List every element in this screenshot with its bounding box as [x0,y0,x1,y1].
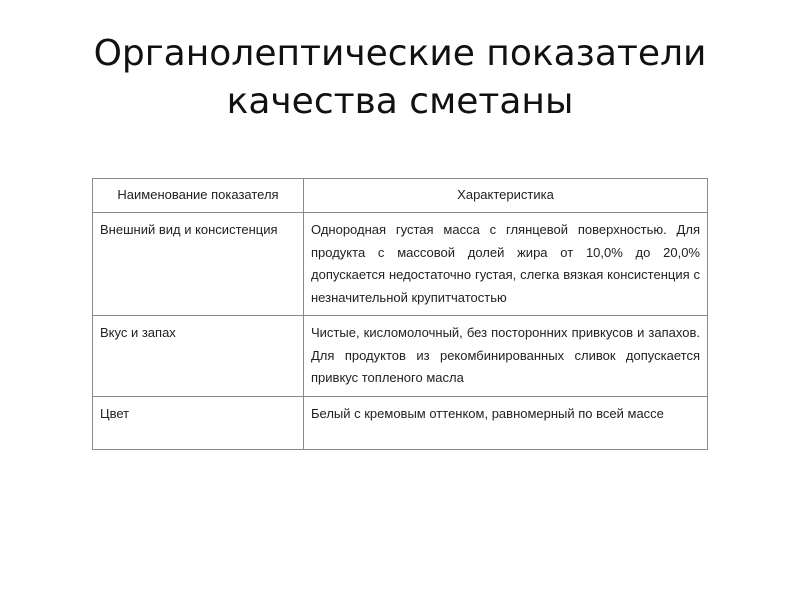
row-appearance-name: Внешний вид и консистенция [93,213,304,316]
title-line-1: Органолептические показатели [93,33,707,74]
slide-title [40,30,760,126]
row-color-description: Белый с кремовым оттенком, равномерный по всей массе [304,396,708,449]
table-header-row [93,179,708,213]
row-appearance-description: Однородная густая масса с глянцевой поверхностью. Для продукта с массовой долей жира от 10,0% до 20,0% допускается недостаточно густая, слегка вязкая консистенция с незначительной крупитчатостью [304,213,708,316]
row-taste-name: Вкус и запах [93,316,304,397]
table-row [93,213,708,316]
row-color-name: Цвет [93,396,304,449]
table-row [93,316,708,397]
header-characteristic: Характеристика [304,179,708,213]
table-row [93,396,708,449]
quality-table-container [92,178,707,450]
header-indicator-name: Наименование показателя [93,179,304,213]
title-line-2: качества сметаны [226,81,574,122]
row-taste-description: Чистые, кисломолочный, без посторонних привкусов и запахов. Для продуктов из рекомбинированных сливок допускается привкус топленого масла [304,316,708,397]
quality-table [92,178,708,450]
